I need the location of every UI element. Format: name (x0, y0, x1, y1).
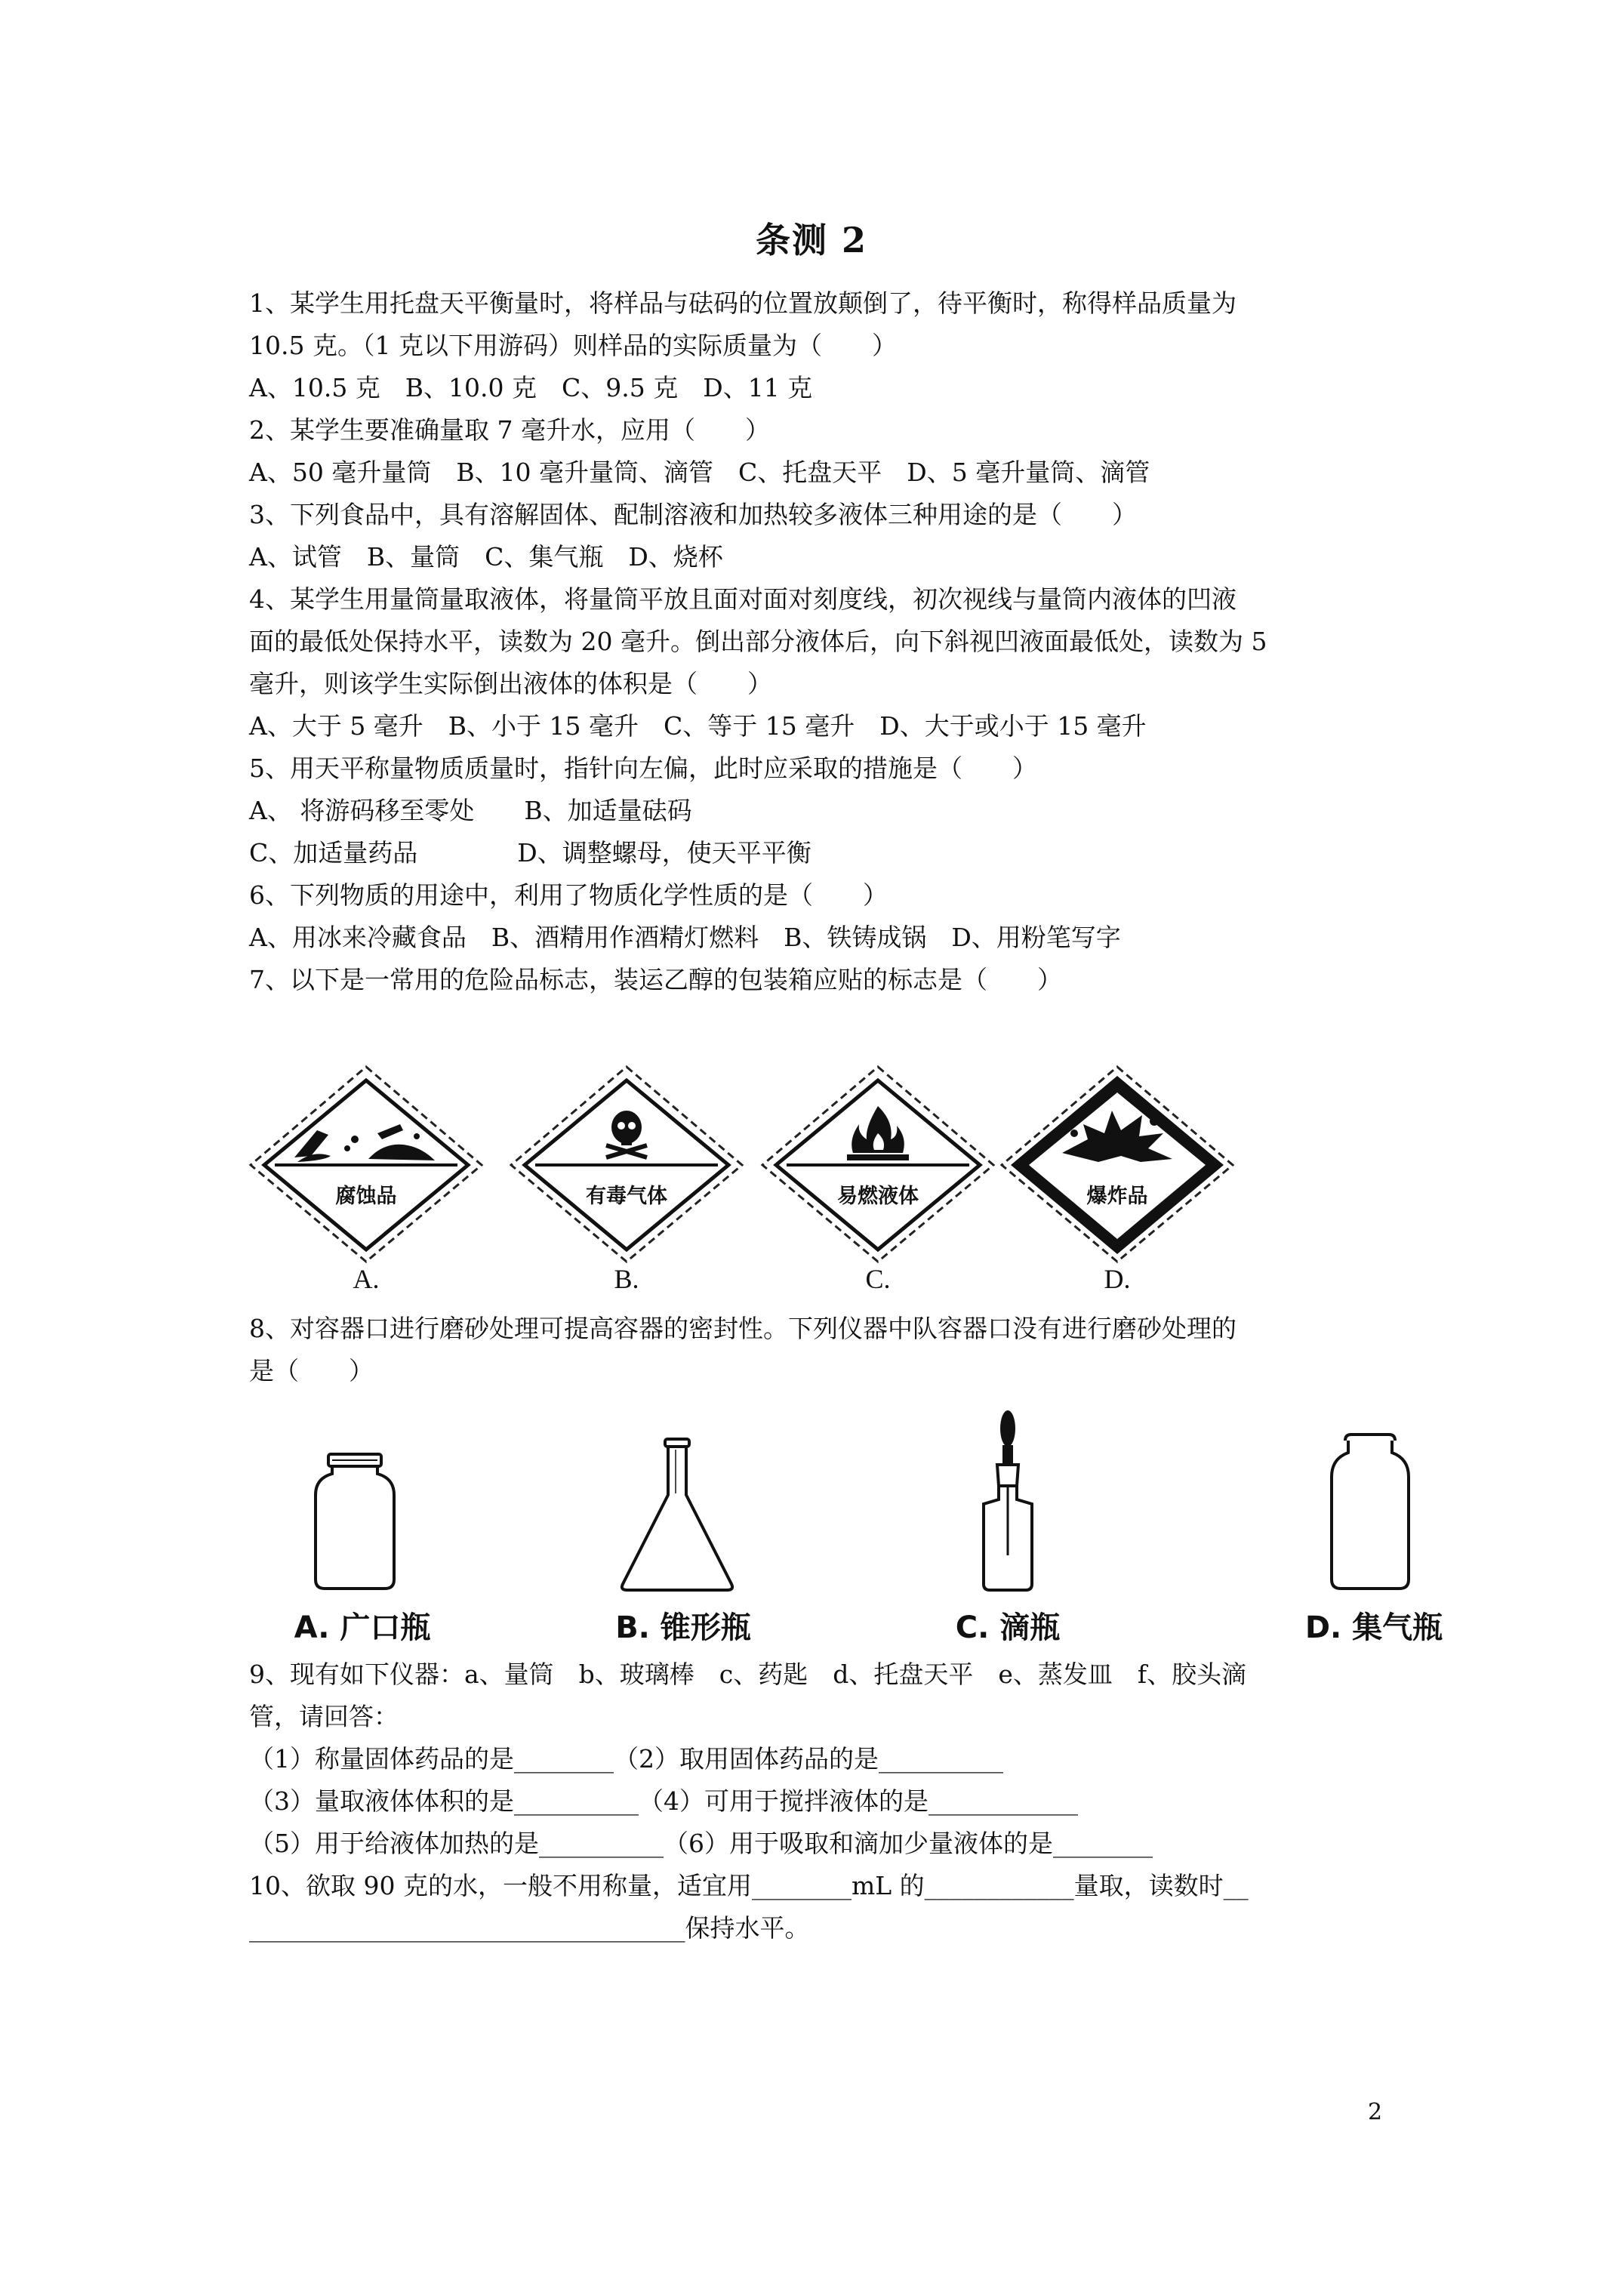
sign-explosive (993, 1061, 1242, 1302)
sign-letter: B. (614, 1264, 639, 1294)
sign-letter: C. (865, 1264, 891, 1294)
sign-toxic-gas (502, 1061, 751, 1302)
wide-mouth-bottle-icon (249, 1404, 476, 1601)
q6-options: A、用冰来冷藏食品 B、酒精用作酒精灯燃料 B、铁铸成锅 D、用粉笔写字 (249, 923, 1121, 952)
q5-stem: 5、用天平称量物质质量时，指针向左偏，此时应采取的措施是（ ） (249, 754, 1037, 783)
q9-blank-3-4: （3）量取液体体积的是__________（4）可用于搅拌液体的是____________ (249, 1786, 1078, 1816)
page-number: 2 (1368, 2099, 1383, 2125)
vessel-caption: A. 广口瓶 (294, 1610, 431, 1645)
q3-options: A、试管 B、量筒 C、集气瓶 D、烧杯 (249, 542, 723, 572)
vessel-dropper-bottle (895, 1404, 1121, 1653)
sign-corrosive (242, 1061, 491, 1302)
q10-stem-line2: ___________________________________保持水平。 (249, 1913, 810, 1943)
q9-blank-1-2: （1）称量固体药品的是________（2）取用固体药品的是__________ (249, 1744, 1003, 1774)
q8-stem-line2: 是（ ） (249, 1356, 374, 1385)
q5-options-cd: C、加适量药品 D、调整螺母，使天平平衡 (249, 838, 812, 868)
q9-blank-5-6: （5）用于给液体加热的是__________（6）用于吸取和滴加少量液体的是________ (249, 1829, 1153, 1858)
sign-label: 易燃液体 (837, 1185, 919, 1208)
q6-stem: 6、下列物质的用途中，利用了物质化学性质的是（ ） (249, 880, 888, 910)
q8-stem-line1: 8、对容器口进行磨砂处理可提高容器的密封性。下列仪器中队容器口没有进行磨砂处理的 (249, 1314, 1236, 1343)
flame-icon (753, 1061, 1002, 1265)
q10-stem-line1: 10、欲取 90 克的水，一般不用称量，适宜用________mL 的____________量取，读数时__ (249, 1871, 1249, 1900)
vessel-wide-mouth-bottle (249, 1404, 476, 1653)
skull-icon (502, 1061, 751, 1265)
q4-options: A、大于 5 毫升 B、小于 15 毫升 C、等于 15 毫升 D、大于或小于 15 毫升 (249, 711, 1147, 741)
q5-options-ab: A、 将游码移至零处 B、加适量砝码 (249, 796, 692, 825)
glassware-figures (249, 1404, 1487, 1653)
conical-flask-icon (570, 1404, 796, 1601)
vessel-conical-flask (570, 1404, 796, 1653)
vessel-gas-jar (1261, 1404, 1487, 1653)
explosion-icon (993, 1061, 1242, 1265)
q4-stem-line2: 面的最低处保持水平，读数为 20 毫升。倒出部分液体后，向下斜视凹液面最低处，读数为 5 (249, 627, 1267, 656)
q1-options: A、10.5 克 B、10.0 克 C、9.5 克 D、11 克 (249, 373, 813, 402)
page-title: 条测 2 (755, 220, 868, 260)
sign-letter: A. (353, 1264, 380, 1294)
sign-label: 腐蚀品 (335, 1185, 397, 1208)
q1-stem-line2: 10.5 克。（1 克以下用游码）则样品的实际质量为（ ） (249, 331, 897, 360)
q4-stem-line3: 毫升，则该学生实际倒出液体的体积是（ ） (249, 669, 772, 698)
q7-stem: 7、以下是一常用的危险品标志，装运乙醇的包装箱应贴的标志是（ ） (249, 965, 1062, 994)
q4-stem-line1: 4、某学生用量筒量取液体，将量筒平放且面对面对刻度线，初次视线与量筒内液体的凹液 (249, 584, 1236, 614)
q9-stem-line1: 9、现有如下仪器：a、量筒 b、玻璃棒 c、药匙 d、托盘天平 e、蒸发皿 f、胶头滴 (249, 1660, 1247, 1689)
q9-stem-line2: 管，请回答： (249, 1702, 399, 1731)
vessel-caption: B. 锥形瓶 (615, 1610, 751, 1645)
vessel-caption: C. 滴瓶 (955, 1610, 1061, 1645)
sign-letter: D. (1104, 1264, 1131, 1294)
gas-jar-icon (1261, 1404, 1487, 1601)
q2-options: A、50 毫升量筒 B、10 毫升量筒、滴管 C、托盘天平 D、5 毫升量筒、滴管 (249, 458, 1150, 487)
q2-stem: 2、某学生要准确量取 7 毫升水，应用（ ） (249, 415, 770, 445)
sign-label: 爆炸品 (1086, 1185, 1148, 1208)
q1-stem-line1: 1、某学生用托盘天平衡量时，将样品与砝码的位置放颠倒了，待平衡时，称得样品质量为 (249, 288, 1236, 318)
dropper-bottle-icon (895, 1404, 1121, 1601)
hazard-signs (242, 1061, 1238, 1302)
sign-label: 有毒气体 (586, 1185, 667, 1208)
corrosive-icon (242, 1061, 491, 1265)
sign-flammable-liquid (753, 1061, 1002, 1302)
q3-stem: 3、下列食品中，具有溶解固体、配制溶液和加热较多液体三种用途的是（ ） (249, 500, 1137, 529)
vessel-caption: D. 集气瓶 (1304, 1610, 1443, 1645)
